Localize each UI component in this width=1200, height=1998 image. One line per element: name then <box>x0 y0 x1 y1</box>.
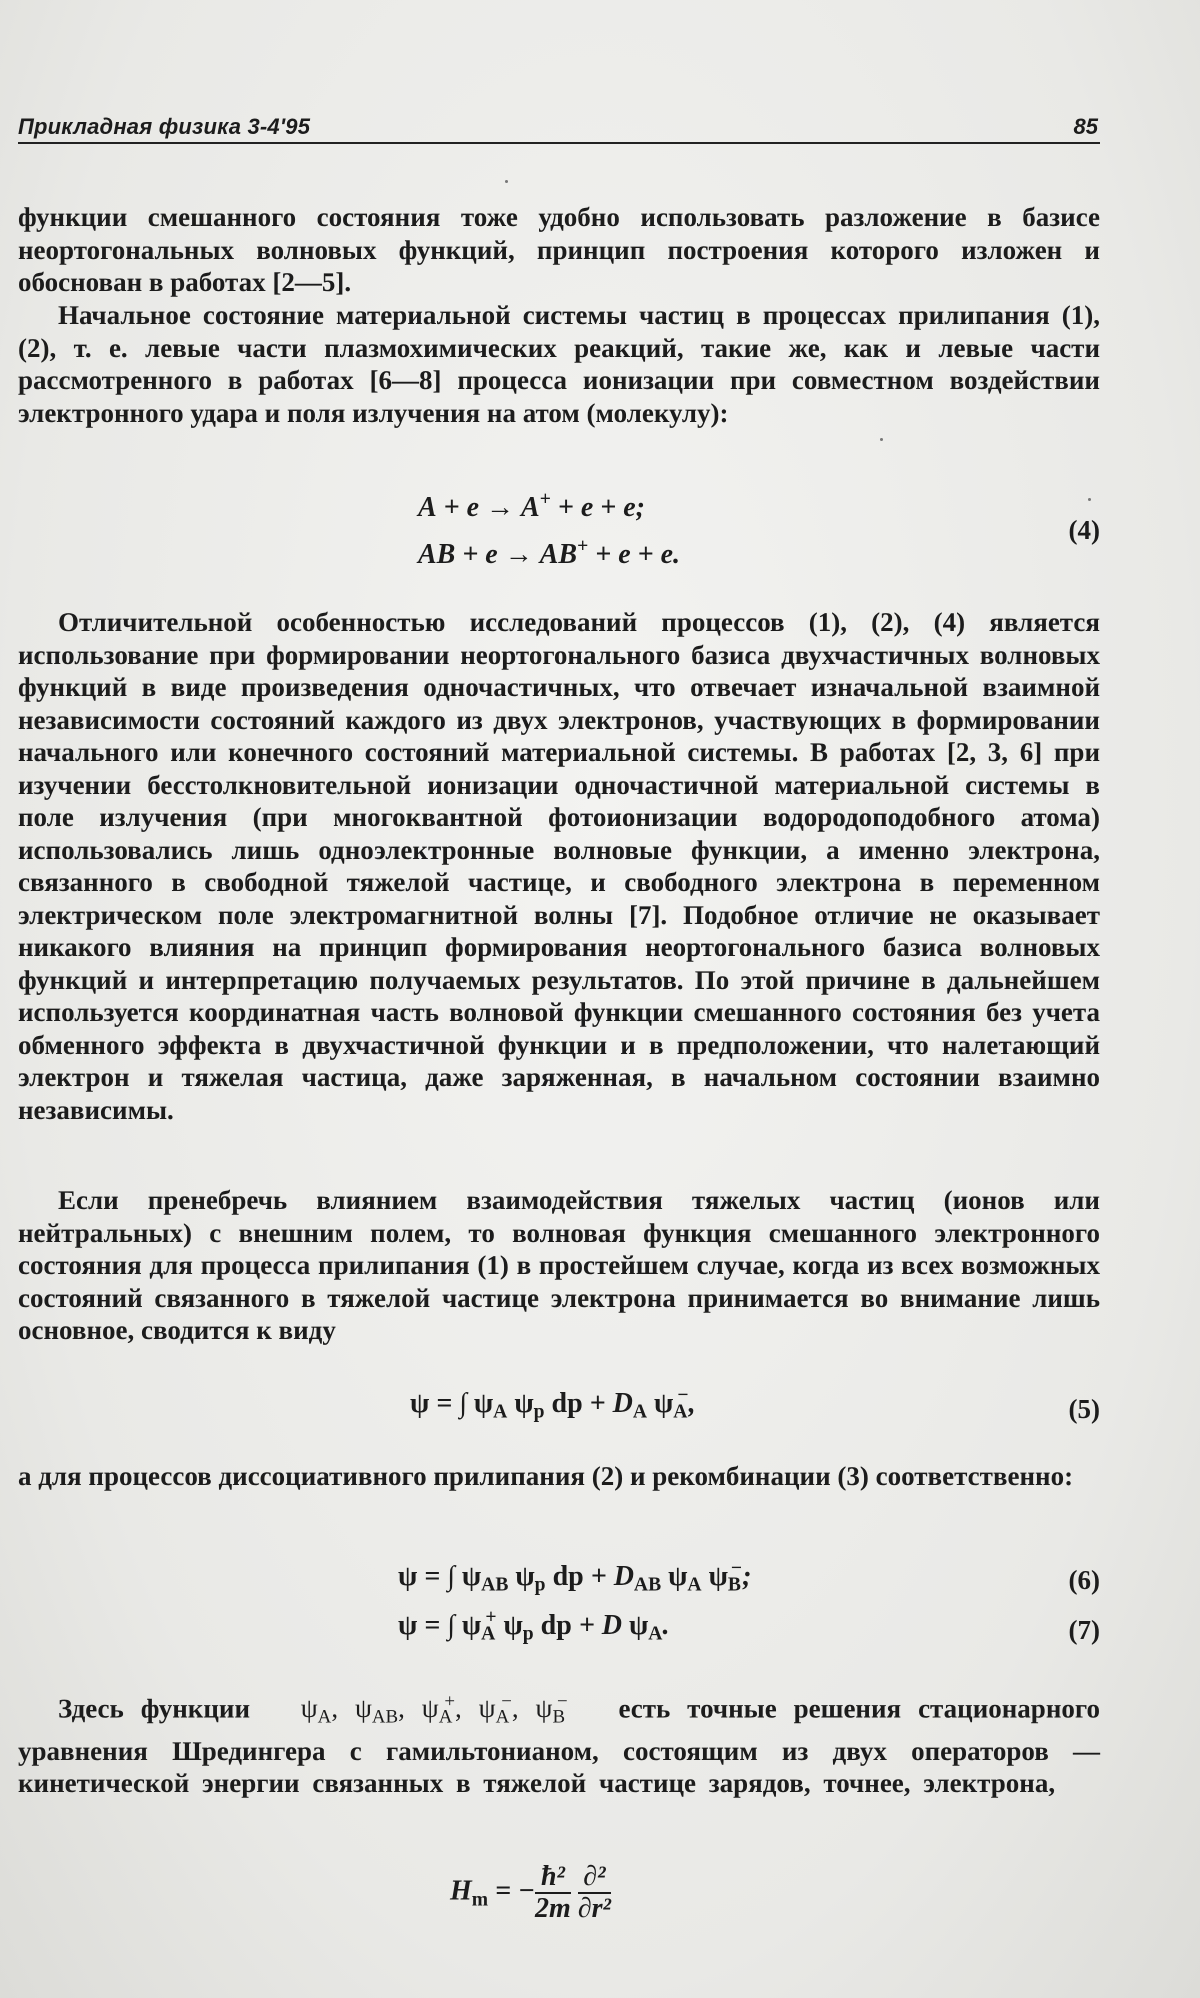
inline-functions-list: $\psi_A$, $\psi_{AB}$, $\psi_A^+$, $\psi_A^-$, $\psi_B^-$ <box>300 1691 568 1729</box>
paragraph-1-text: функции смешанного состояния тоже удобно использовать разложение в базисе неортогональных волновых функций, принцип построения которого изложен и обоснован в работах [2—5]. <box>18 202 1100 297</box>
equation-5-number: (5) <box>1068 1394 1100 1424</box>
equation-5: ψ = ∫ $\psi_A$ $\psi_p$ dp + $D_A$ $\psi_A^-$, <box>410 1385 696 1423</box>
paragraph-6-rest: есть точные решения стационарного уравнения Шредингера с гамильтонианом, состоящим из двух операторов — кинетической энергии связанных в тяжелой частице зарядов, точнее, электрона, <box>18 1693 1100 1799</box>
equation-7: ψ = ∫ $\psi_A^+$ $\psi_p$ dp + D $\psi_A$. <box>398 1607 670 1645</box>
paragraph-4 <box>18 1184 1100 1347</box>
equation-7-number: (7) <box>1068 1615 1100 1645</box>
fraction-derivative: $\frac{\text{∂²}}{\text{∂r²}}$ <box>577 1861 611 1924</box>
paragraph-2 <box>18 299 1100 429</box>
journal-title: Прикладная физика 3-4'95 <box>18 114 311 139</box>
paragraph-1 <box>18 201 1100 299</box>
equation-hamiltonian: $H_m$ = − $\frac{\text{ħ²}}{2m}$ $\frac{\text{∂²}}{\text{∂r²}}$ <box>450 1861 611 1924</box>
paragraph-2-text: Начальное состояние материальной системы частиц в процессах прилипания (1), (2), т. е. левые части плазмохимических реакций, такие же, как и левые части рассмотренного в работах [6—8] процесса ионизации при совместном воздействии электронного удара и поля излучения на атом (молекулу): <box>18 300 1100 428</box>
running-header <box>18 108 1100 144</box>
equation-4-line-2: AB + e → AB+ + e + e. <box>418 536 681 570</box>
equation-6: ψ = ∫ $\psi_{AB}$ $\psi_p$ dp + $D_{AB}$ $\psi_A$ $\psi_B^-$; <box>398 1558 752 1596</box>
paragraph-5-text: а для процессов диссоциативного прилипания (2) и рекомбинации (3) соответственно: <box>18 1461 1074 1491</box>
paragraph-6 <box>18 1686 1100 1800</box>
equation-4-number: (4) <box>1068 515 1100 545</box>
equation-6-number: (6) <box>1068 1565 1100 1595</box>
paragraph-4-text: Если пренебречь влиянием взаимодействия тяжелых частиц (ионов или нейтральных) с внешним полем, то волновая функция смешанного электронного состояния для процесса прилипания (1) в простейшем случае, когда из всех возможных состояний связанного в тяжелой частице электрона принимается во внимание лишь основное, сводится к виду <box>18 1185 1100 1345</box>
scan-speck <box>505 180 508 183</box>
scan-speck <box>880 438 883 441</box>
equation-4-line-1: A + e → A+ + e + e; <box>418 489 645 523</box>
paragraph-6-start: Здесь функции <box>58 1693 251 1724</box>
scan-speck <box>1088 498 1091 501</box>
paragraph-5 <box>18 1460 1100 1493</box>
fraction-hbar: $\frac{\text{ħ²}}{2m}$ <box>535 1861 571 1924</box>
paragraph-6-text <box>18 1686 1100 1800</box>
paragraph-3 <box>18 606 1100 1126</box>
paragraph-3-text: Отличительной особенностью исследований процессов (1), (2), (4) является использование при формировании неортогонального базиса двухчастичных волновых функций в виде произведения одночастичных, что отвечает изначальной взаимной независимости состояний каждого из двух электронов, участвующих в формировании начального или конечного состояний материальной системы. В работах [2, 3, 6] при изучении бесстолкновительной ионизации одночастичной материальной системы в поле излучения (при многоквантной фотоионизации водородоподобного атома) использовались лишь одноэлектронные волновые функции, а именно электрона, связанного в свободной тяжелой частице, и свободного электрона в переменном электрическом поле электромагнитной волны [7]. Подобное отличие не оказывает никакого влияния на принцип формирования неортогонального базиса волновых функций и интерпретацию получаемых результатов. По этой причине в дальнейшем используется координатная часть волновой функции смешанного состояния без учета обменного эффекта в двухчастичной функции и в предположении, что налетающий электрон и тяжелая частица, даже заряженная, в начальном состоянии взаимно независимы. <box>18 607 1100 1125</box>
page-number: 85 <box>1073 114 1098 139</box>
